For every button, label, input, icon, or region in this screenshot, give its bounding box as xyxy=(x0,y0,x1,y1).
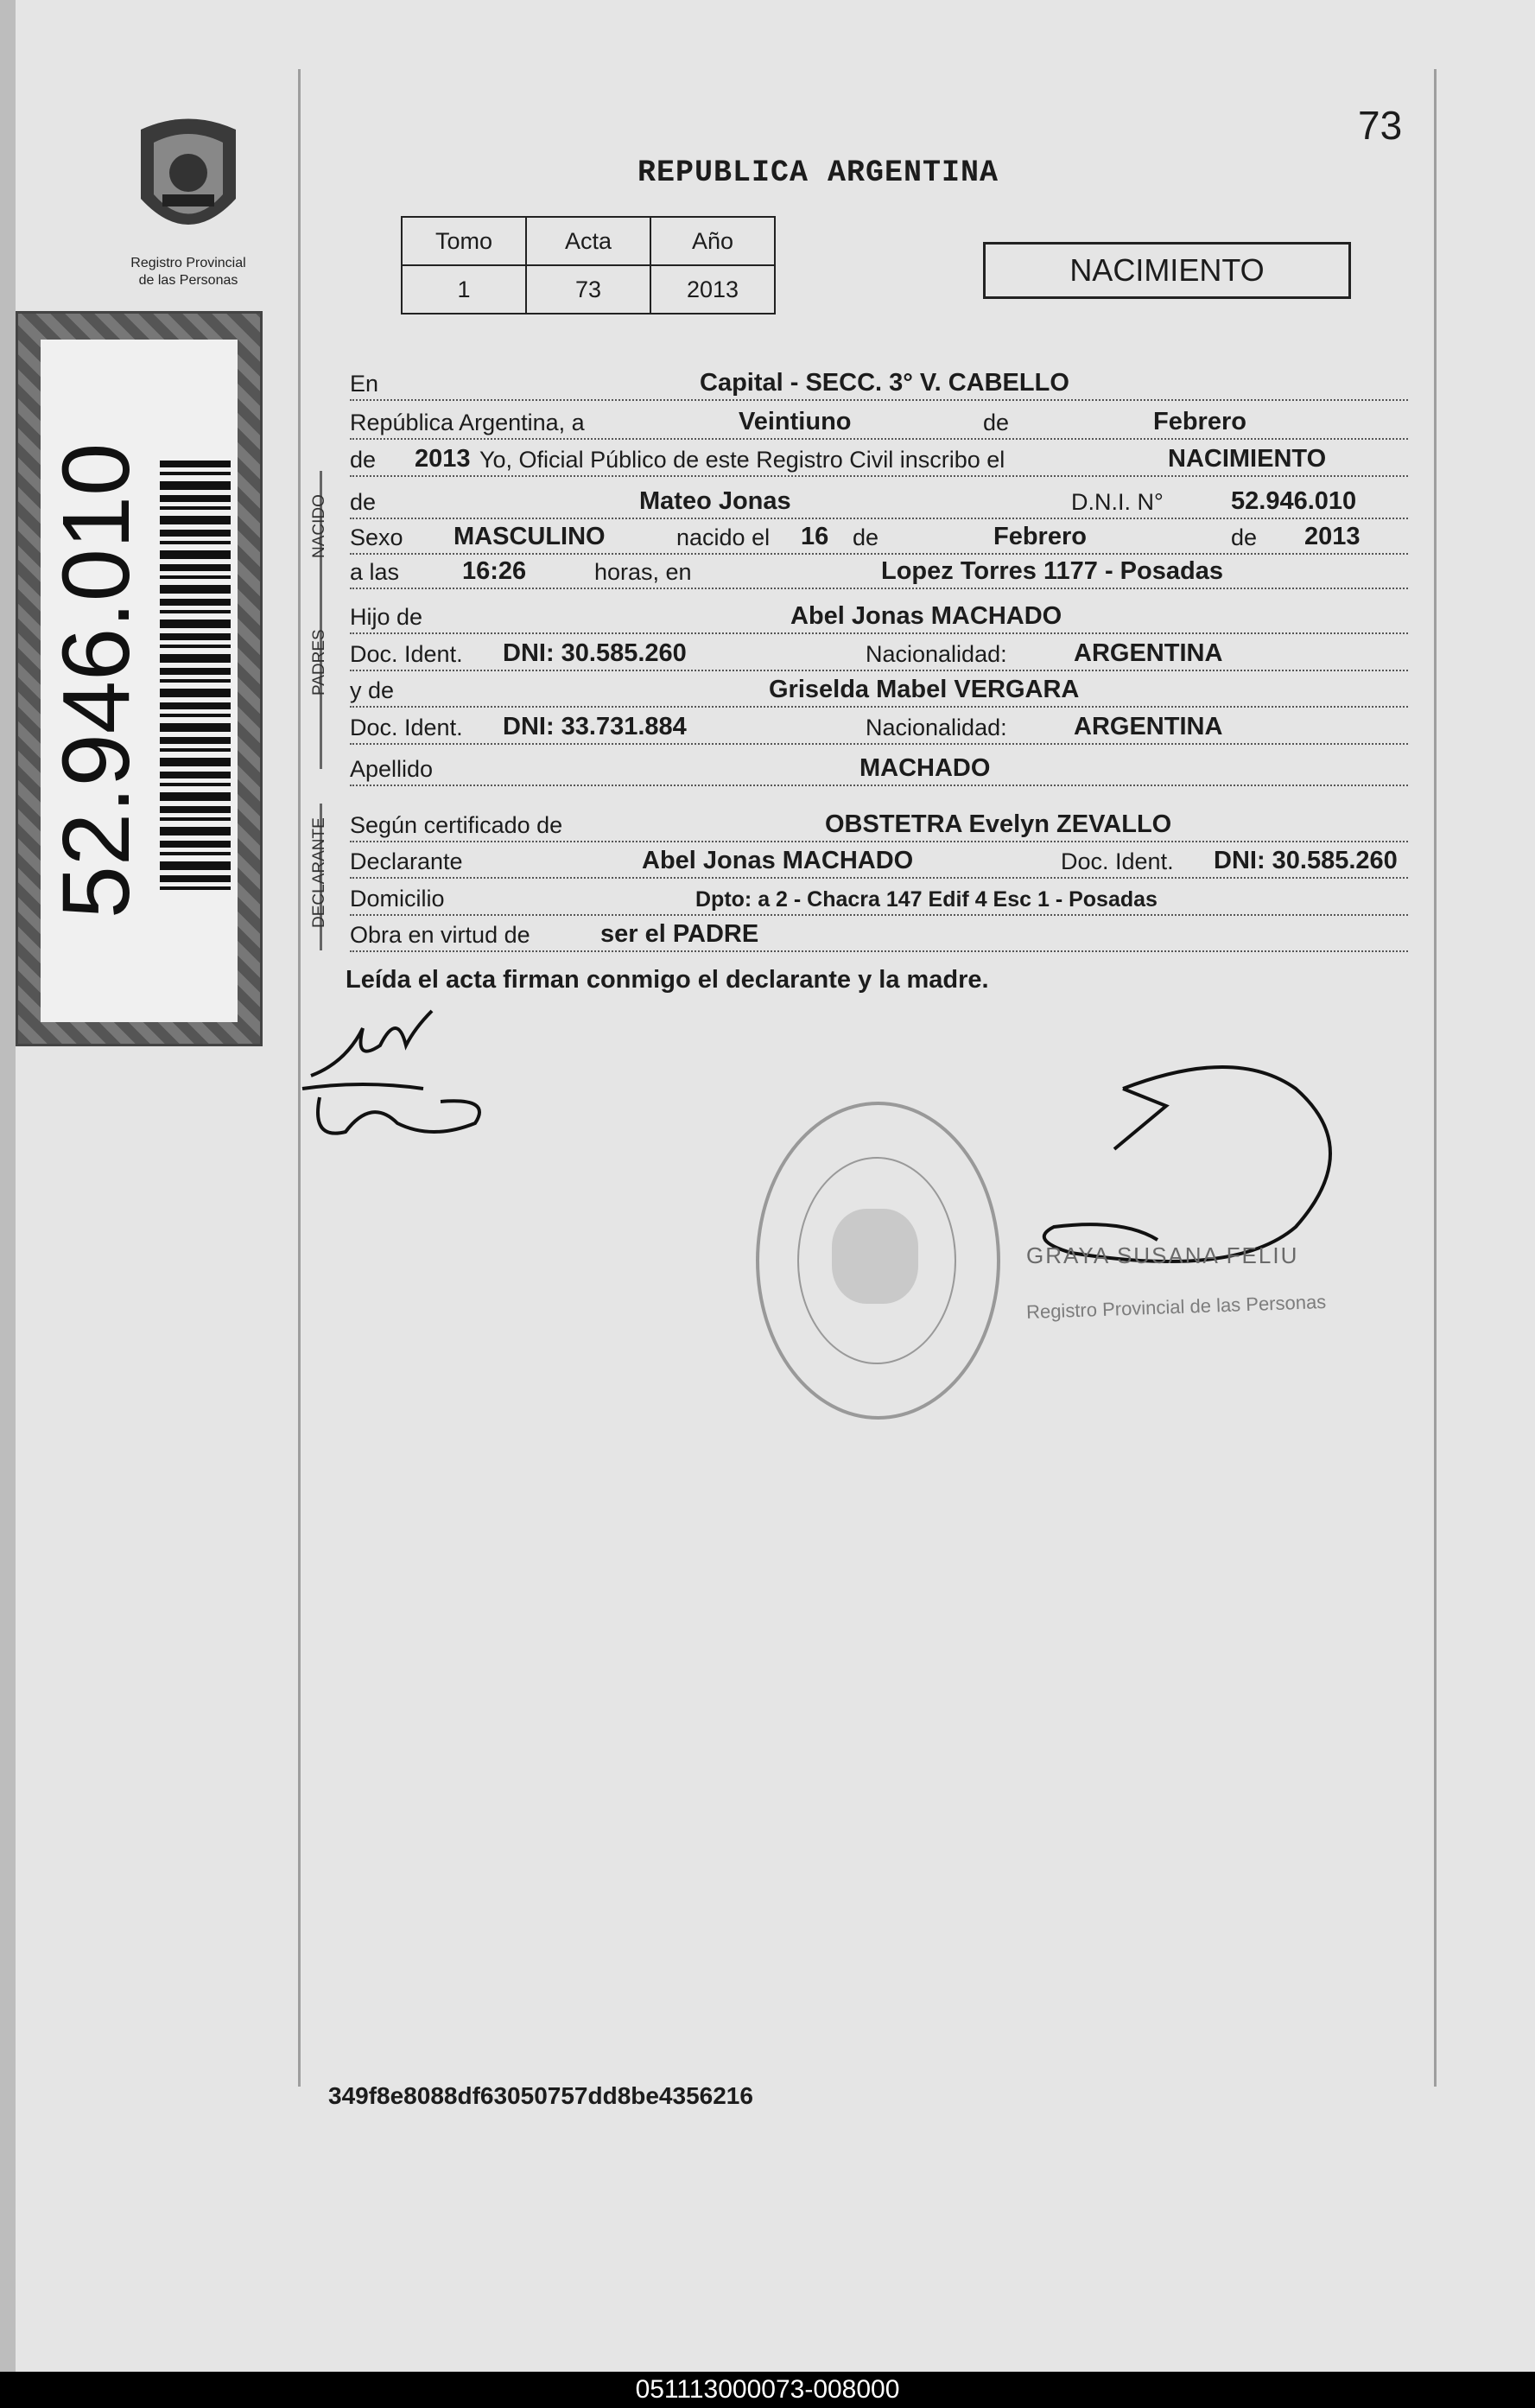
footer-id: 051113000073-008000 xyxy=(635,2375,900,2404)
sexo-value: MASCULINO xyxy=(454,523,606,550)
apellido-label: Apellido xyxy=(350,756,436,783)
apellido-value: MACHADO xyxy=(859,754,991,782)
nac-dia: 16 xyxy=(801,523,829,550)
stamp-officer-name: GRAYA SUSANA FELIU xyxy=(1026,1242,1299,1268)
en-label: En xyxy=(350,371,382,397)
en-value: Capital - SECC. 3° V. CABELLO xyxy=(700,369,1069,397)
obra-value: ser el PADRE xyxy=(600,920,759,948)
nac1-label: Nacionalidad: xyxy=(866,641,1011,668)
segun-value: OBSTETRA Evelyn ZEVALLO xyxy=(825,810,1172,838)
yde-label: y de xyxy=(350,677,397,704)
declarante-value: Abel Jonas MACHADO xyxy=(642,847,914,874)
officer-signature-drawing xyxy=(1019,1054,1399,1313)
row-inscribe xyxy=(350,439,1408,482)
registry-value-tomo: 1 xyxy=(402,265,526,314)
nac2-label: Nacionalidad: xyxy=(866,715,1011,741)
dni-value: 52.946.010 xyxy=(1231,487,1357,515)
registry-table xyxy=(401,216,776,315)
page-number: 73 xyxy=(1358,103,1403,148)
nacido-label: nacido el xyxy=(676,524,773,551)
row-obra xyxy=(350,914,1408,957)
logo-label-line1: Registro Provincial xyxy=(130,256,246,270)
declarante-label: Declarante xyxy=(350,848,466,875)
declarant-signature-drawing xyxy=(294,994,501,1166)
doc3-label: Doc. Ident. xyxy=(1061,848,1177,875)
nac2-value: ARGENTINA xyxy=(1074,713,1223,740)
nac-anio: 2013 xyxy=(1304,523,1361,550)
official-seal xyxy=(756,1102,1000,1420)
nac-de2: de xyxy=(1231,524,1260,551)
right-margin-rule xyxy=(1434,69,1437,2087)
doc1-label: Doc. Ident. xyxy=(350,641,466,668)
de-year-label: de xyxy=(350,447,379,473)
document-hash: 349f8e8088df63050757dd8be4356216 xyxy=(328,2082,753,2109)
nombre-label: de xyxy=(350,489,379,516)
record-type-box: NACIMIENTO xyxy=(983,242,1351,299)
mes-value: Febrero xyxy=(1153,408,1246,435)
barcode-bars xyxy=(160,461,231,893)
registry-header-tomo: Tomo xyxy=(402,217,526,265)
nombre-value: Mateo Jonas xyxy=(639,487,791,515)
stamp-organization: Registro Provincial de las Personas xyxy=(1025,1290,1327,1324)
madre-value: Griselda Mabel VERGARA xyxy=(769,676,1080,703)
row-en xyxy=(350,363,1408,406)
lugar-value: Lopez Torres 1177 - Posadas xyxy=(881,557,1223,585)
hora-label: a las xyxy=(350,559,403,586)
year-value: 2013 xyxy=(415,445,471,473)
doc2-label: Doc. Ident. xyxy=(350,715,466,741)
doc1-value: DNI: 30.585.260 xyxy=(503,639,687,667)
nac1-value: ARGENTINA xyxy=(1074,639,1223,667)
padre-value: Abel Jonas MACHADO xyxy=(790,602,1062,630)
dia-value: Veintiuno xyxy=(739,408,852,435)
side-label-declarante: DECLARANTE xyxy=(310,817,328,928)
barcode-number: 52.946.010 xyxy=(43,442,149,919)
sexo-label: Sexo xyxy=(350,524,407,551)
dni-label: D.N.I. N° xyxy=(1071,489,1167,516)
nac-mes: Febrero xyxy=(993,523,1087,550)
doc2-value: DNI: 33.731.884 xyxy=(503,713,687,740)
domicilio-label: Domicilio xyxy=(350,886,448,912)
domicilio-value: Dpto: a 2 - Chacra 147 Edif 4 Esc 1 - Posadas xyxy=(695,887,1158,912)
registry-logo xyxy=(102,112,275,289)
hora-value: 16:26 xyxy=(462,557,527,585)
nac-de1: de xyxy=(853,524,882,551)
registry-value-anio: 2013 xyxy=(650,265,775,314)
closing-text: Leída el acta firman conmigo el declarante y la madre. xyxy=(346,966,989,994)
de-label: de xyxy=(983,410,1012,436)
side-label-nacido: NACIDO xyxy=(310,494,328,558)
obra-label: Obra en virtud de xyxy=(350,922,534,949)
oficial-text: Yo, Oficial Público de este Registro Civil inscribo el xyxy=(479,447,1008,473)
segun-label: Según certificado de xyxy=(350,812,566,839)
inscribe-value: NACIMIENTO xyxy=(1168,445,1327,473)
row-doc2 xyxy=(350,707,1408,750)
registry-value-acta: 73 xyxy=(526,265,650,314)
registry-header-anio: Año xyxy=(650,217,775,265)
registry-header-acta: Acta xyxy=(526,217,650,265)
horas-label: horas, en xyxy=(594,559,695,586)
coat-of-arms-icon xyxy=(124,112,253,251)
hijo-label: Hijo de xyxy=(350,604,426,631)
side-label-padres: PADRES xyxy=(310,629,328,696)
row-hora xyxy=(350,551,1408,594)
doc3-value: DNI: 30.585.260 xyxy=(1214,847,1398,874)
document-title: REPUBLICA ARGENTINA xyxy=(637,156,999,190)
row-apellido xyxy=(350,748,1408,791)
barcode-label xyxy=(16,311,263,1046)
logo-label-line2: de las Personas xyxy=(138,273,238,288)
republica-label: República Argentina, a xyxy=(350,410,588,436)
